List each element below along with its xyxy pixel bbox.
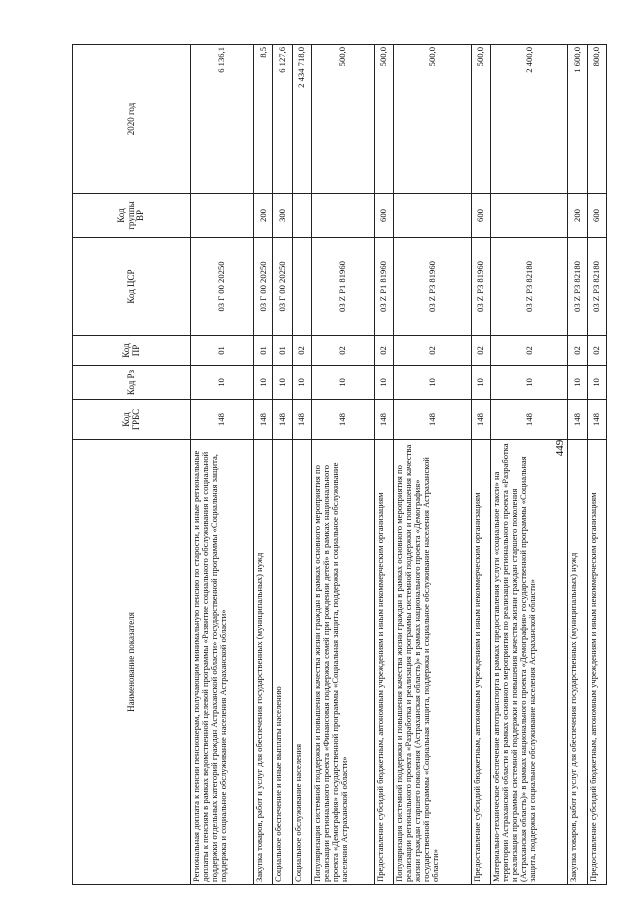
cell-pr: 02 <box>471 336 490 366</box>
table-row <box>374 45 393 885</box>
cell-vr: 200 <box>568 194 587 238</box>
cell-vr: 600 <box>374 194 393 238</box>
cell-name: Региональная доплата к пенсии пенсионерам, получающим минимальную пенсию по старости, и иные региональные доплаты к пенсиям в рамках ведомственной целевой программы «Развитие социального обслуживания и социальной поддержки отдельных категорий граждан Астраханской области» государственной программы «Социальная защита, поддержка и социальное обслуживание населения Астраханской области» <box>191 440 254 885</box>
cell-pr: 02 <box>292 336 311 366</box>
table-row <box>253 45 272 885</box>
table-body <box>191 45 607 885</box>
cell-pr: 01 <box>273 336 292 366</box>
header-rz: Код Рз <box>73 366 191 400</box>
cell-vr <box>311 194 374 238</box>
cell-grbs: 148 <box>191 400 254 440</box>
cell-vr: 600 <box>587 194 606 238</box>
table-row <box>471 45 490 885</box>
header-vr: Код группы ВР <box>73 194 191 238</box>
cell-grbs: 148 <box>394 400 471 440</box>
cell-name: Материально-техническое обеспечение автотранспорта в рамках предоставления услуги «социальное такси» на территории Астраханской области в рамках основного мероприятия по реализации регионального проекта «Разработка и реализация программы системной поддержки и повышения качества жизни граждан старшего поколения (Астраханская область)» в рамках национального проекта «Демография» государственной программы «Социальная защита, поддержка и социальное обслуживание населения Астраханской области» <box>490 440 567 885</box>
cell-y2020: 800,0 <box>587 45 606 194</box>
cell-vr <box>191 194 254 238</box>
cell-pr: 02 <box>394 336 471 366</box>
cell-rz: 10 <box>587 366 606 400</box>
cell-name: Предоставление субсидий бюджетным, автономным учреждениям и иным некоммерческим организациям <box>471 440 490 885</box>
header-pr: Код ПР <box>73 336 191 366</box>
table-row <box>568 45 587 885</box>
cell-grbs: 148 <box>253 400 272 440</box>
cell-pr: 02 <box>374 336 393 366</box>
cell-grbs: 148 <box>273 400 292 440</box>
cell-rz: 10 <box>191 366 254 400</box>
table-header-row <box>73 45 191 885</box>
cell-y2020: 2 400,0 <box>490 45 567 194</box>
cell-y2020: 2 434 718,0 <box>292 45 311 194</box>
page-number: 449 <box>554 439 566 457</box>
cell-grbs: 148 <box>292 400 311 440</box>
cell-grbs: 148 <box>374 400 393 440</box>
cell-y2020: 500,0 <box>311 45 374 194</box>
cell-name: Популяризация системной поддержки и повышения качества жизни граждан в рамках основного мероприятия по реализации регионального проекта «Финансовая поддержка семей при рождении детей» в рамках национального проекта «Демография» государственной программы «Социальная защита, поддержка и социальное обслуживание населения Астраханской области» <box>311 440 374 885</box>
cell-name: Популяризация системной поддержки и повышения качества жизни граждан в рамках основного мероприятия по реализации регионального проекта «Разработка и реализация программы системной поддержки и повышения качества жизни граждан старшего поколения (Астраханская область)» в рамках национального проекта «Демография» государственной программы «Социальная защита, поддержка и социальное обслуживание населения Астраханской области» <box>394 440 471 885</box>
rotated-table-wrapper <box>72 45 607 885</box>
cell-rz: 10 <box>374 366 393 400</box>
cell-rz: 10 <box>568 366 587 400</box>
cell-vr: 300 <box>273 194 292 238</box>
cell-grbs: 148 <box>568 400 587 440</box>
cell-grbs: 148 <box>311 400 374 440</box>
cell-grbs: 148 <box>471 400 490 440</box>
cell-csr: 03 Z P3 82180 <box>490 238 567 336</box>
cell-name: Социальное обеспечение и иные выплаты населению <box>273 440 292 885</box>
cell-pr: 02 <box>568 336 587 366</box>
cell-csr: 03 Z P1 81960 <box>311 238 374 336</box>
cell-y2020: 6 127,6 <box>273 45 292 194</box>
cell-y2020: 1 600,0 <box>568 45 587 194</box>
cell-csr: 03 Г 00 20250 <box>253 238 272 336</box>
cell-csr: 03 Г 00 20250 <box>273 238 292 336</box>
cell-pr: 02 <box>490 336 567 366</box>
cell-y2020: 8,5 <box>253 45 272 194</box>
cell-y2020: 6 136,1 <box>191 45 254 194</box>
cell-name: Закупка товаров, работ и услуг для обеспечения государственных (муниципальных) нужд <box>253 440 272 885</box>
table-row <box>490 45 567 885</box>
cell-y2020: 500,0 <box>471 45 490 194</box>
cell-grbs: 148 <box>587 400 606 440</box>
cell-rz: 10 <box>394 366 471 400</box>
cell-csr: 03 Z P3 81960 <box>471 238 490 336</box>
cell-csr: 03 Г 00 20250 <box>191 238 254 336</box>
cell-vr <box>490 194 567 238</box>
cell-grbs: 148 <box>490 400 567 440</box>
budget-table <box>72 44 607 885</box>
cell-rz: 10 <box>253 366 272 400</box>
cell-csr: 03 Z P1 81960 <box>374 238 393 336</box>
cell-y2020: 500,0 <box>394 45 471 194</box>
cell-y2020: 500,0 <box>374 45 393 194</box>
cell-csr: 03 Z P3 82180 <box>587 238 606 336</box>
header-csr: Код ЦСР <box>73 238 191 336</box>
table-row <box>292 45 311 885</box>
cell-vr: 600 <box>471 194 490 238</box>
table-row <box>191 45 254 885</box>
cell-csr <box>292 238 311 336</box>
table-row <box>273 45 292 885</box>
table-row <box>394 45 471 885</box>
cell-name: Предоставление субсидий бюджетным, автономным учреждениям и иным некоммерческим организациям <box>587 440 606 885</box>
table-row <box>587 45 606 885</box>
table-row <box>311 45 374 885</box>
cell-vr: 200 <box>253 194 272 238</box>
cell-name: Предоставление субсидий бюджетным, автономным учреждениям и иным некоммерческим организациям <box>374 440 393 885</box>
cell-rz: 10 <box>292 366 311 400</box>
header-name: Наименование показателя <box>73 440 191 885</box>
cell-csr: 03 Z P3 82180 <box>568 238 587 336</box>
cell-vr <box>292 194 311 238</box>
cell-pr: 02 <box>311 336 374 366</box>
header-2020: 2020 год <box>73 45 191 194</box>
cell-csr: 03 Z P3 81960 <box>394 238 471 336</box>
cell-rz: 10 <box>311 366 374 400</box>
cell-pr: 01 <box>253 336 272 366</box>
cell-rz: 10 <box>490 366 567 400</box>
cell-name: Закупка товаров, работ и услуг для обеспечения государственных (муниципальных) нужд <box>568 440 587 885</box>
cell-rz: 10 <box>471 366 490 400</box>
cell-rz: 10 <box>273 366 292 400</box>
cell-pr: 02 <box>587 336 606 366</box>
header-grbs: Код ГРБС <box>73 400 191 440</box>
cell-pr: 01 <box>191 336 254 366</box>
cell-vr <box>394 194 471 238</box>
cell-name: Социальное обслуживание населения <box>292 440 311 885</box>
